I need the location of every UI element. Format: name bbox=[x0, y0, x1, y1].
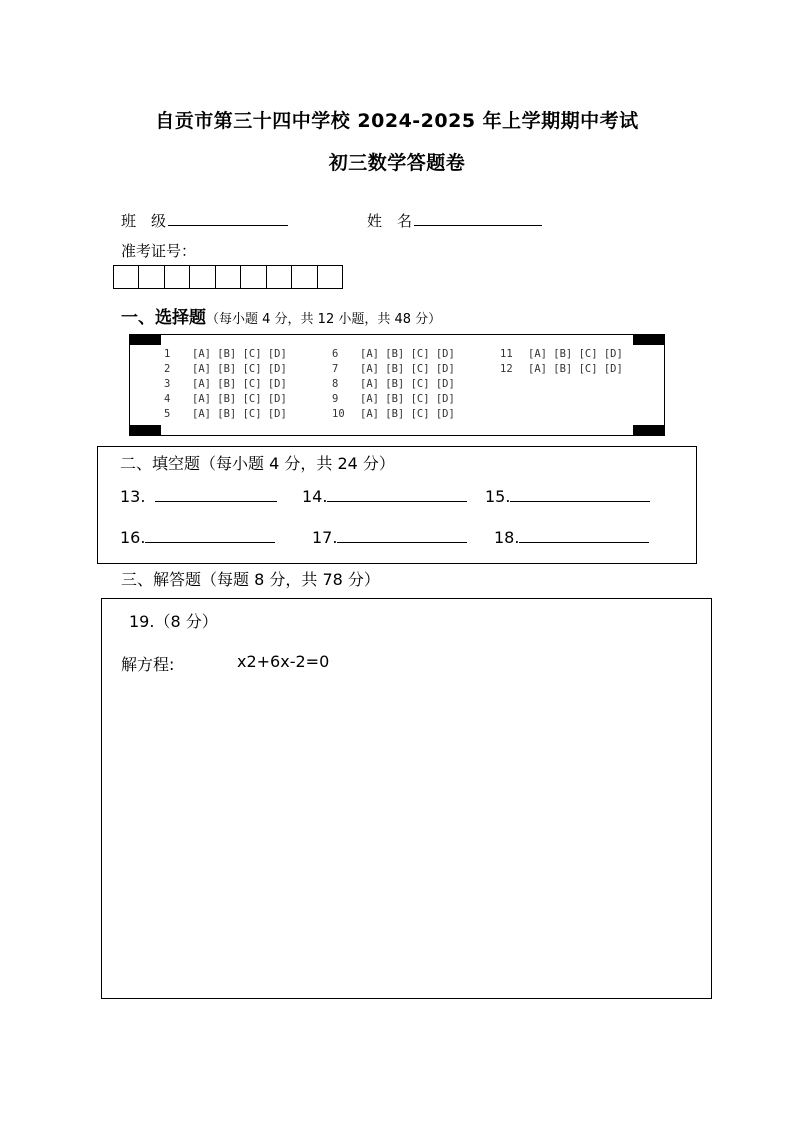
blank-14: 14. bbox=[302, 486, 467, 506]
mc-row[interactable]: 2 [A] [B] [C] [D] bbox=[164, 363, 287, 375]
exam-id-label: 准考证号： bbox=[121, 242, 197, 260]
mc-row[interactable]: 12 [A] [B] [C] [D] bbox=[500, 363, 623, 375]
exam-title: 自贡市第三十四中学校 2024-2025 年上学期期中考试 bbox=[155, 110, 639, 132]
id-digit-box[interactable] bbox=[139, 266, 164, 288]
blank-13: 13. bbox=[120, 486, 277, 506]
mc-row[interactable]: 11 [A] [B] [C] [D] bbox=[500, 348, 623, 360]
class-label: 班 级 bbox=[121, 212, 167, 230]
q19-prompt: 解方程: bbox=[121, 655, 175, 674]
blank-17: 17. bbox=[312, 527, 467, 547]
blank-line[interactable] bbox=[145, 527, 275, 543]
blank-line[interactable] bbox=[337, 527, 467, 543]
id-digit-box[interactable] bbox=[241, 266, 266, 288]
q19-label: 19.（8 分） bbox=[129, 612, 218, 631]
mc-row[interactable]: 5 [A] [B] [C] [D] bbox=[164, 408, 287, 420]
corner-mark bbox=[129, 334, 161, 345]
blank-line[interactable] bbox=[519, 527, 649, 543]
mc-row[interactable]: 10 [A] [B] [C] [D] bbox=[332, 408, 455, 420]
id-digit-box[interactable] bbox=[190, 266, 215, 288]
fill-blank-section bbox=[97, 446, 697, 564]
answer-box-19[interactable] bbox=[101, 598, 712, 999]
mc-column-1 bbox=[164, 347, 287, 422]
id-digit-box[interactable] bbox=[165, 266, 190, 288]
blank-15: 15. bbox=[485, 486, 650, 506]
name-input-line[interactable] bbox=[414, 210, 542, 226]
mc-row[interactable]: 8 [A] [B] [C] [D] bbox=[332, 378, 455, 390]
mc-column-2 bbox=[332, 347, 455, 422]
corner-mark bbox=[633, 425, 665, 436]
mc-column-3 bbox=[500, 347, 623, 377]
exam-id-boxes[interactable] bbox=[113, 265, 343, 289]
class-input-line[interactable] bbox=[168, 210, 288, 226]
id-digit-box[interactable] bbox=[318, 266, 342, 288]
mc-row[interactable]: 6 [A] [B] [C] [D] bbox=[332, 348, 455, 360]
mc-row[interactable]: 9 [A] [B] [C] [D] bbox=[332, 393, 455, 405]
mc-row[interactable]: 1 [A] [B] [C] [D] bbox=[164, 348, 287, 360]
blank-line[interactable] bbox=[155, 486, 277, 502]
section1-note: （每小题 4 分，共 12 小题，共 48 分） bbox=[206, 312, 442, 327]
mc-row[interactable]: 3 [A] [B] [C] [D] bbox=[164, 378, 287, 390]
name-field bbox=[367, 210, 542, 231]
corner-mark bbox=[633, 334, 665, 345]
blank-16: 16. bbox=[120, 527, 275, 547]
blank-line[interactable] bbox=[510, 486, 650, 502]
q19-equation: x2+6x-2=0 bbox=[237, 652, 330, 671]
id-digit-box[interactable] bbox=[292, 266, 317, 288]
blank-line[interactable] bbox=[327, 486, 467, 502]
section3-title: 三、解答题（每题 8 分，共 78 分） bbox=[121, 570, 380, 589]
mc-row[interactable]: 4 [A] [B] [C] [D] bbox=[164, 393, 287, 405]
exam-subtitle: 初三数学答题卷 bbox=[328, 152, 466, 174]
id-digit-box[interactable] bbox=[216, 266, 241, 288]
section2-title: 二、填空题（每小题 4 分，共 24 分） bbox=[120, 454, 395, 473]
id-digit-box[interactable] bbox=[267, 266, 292, 288]
mc-answer-sheet bbox=[129, 334, 665, 436]
id-digit-box[interactable] bbox=[114, 266, 139, 288]
section1-title: 一、选择题 bbox=[121, 308, 206, 328]
mc-row[interactable]: 7 [A] [B] [C] [D] bbox=[332, 363, 455, 375]
corner-mark bbox=[129, 425, 161, 436]
class-field bbox=[121, 210, 288, 231]
section1-heading bbox=[121, 303, 441, 328]
blank-18: 18. bbox=[494, 527, 649, 547]
name-label: 姓 名 bbox=[367, 212, 413, 230]
